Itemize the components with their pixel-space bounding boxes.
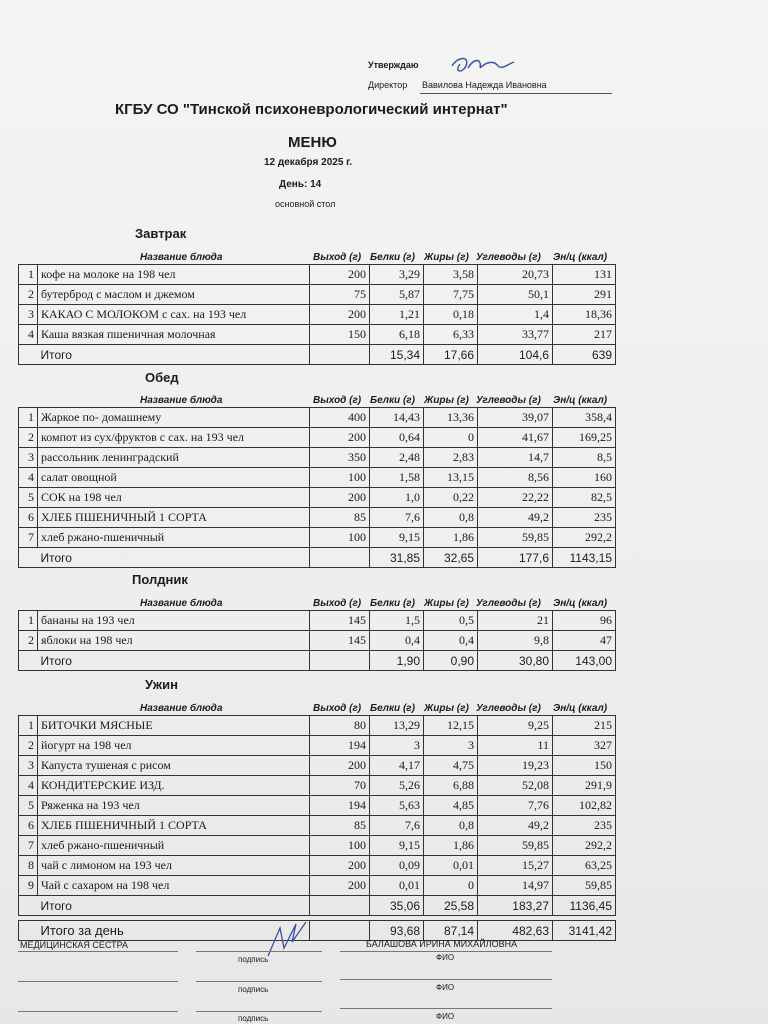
table-row — [19, 756, 616, 776]
protein-value: 5,26 — [370, 776, 424, 796]
menu-day: День: 14 — [279, 179, 322, 190]
col-header-protein: Белки (г) — [370, 252, 415, 263]
dish-name: КАКАО С МОЛОКОМ с сах. на 193 чел — [38, 305, 310, 325]
output-value: 400 — [310, 408, 370, 428]
energy-value: 235 — [553, 508, 616, 528]
output-value: 75 — [310, 285, 370, 305]
dish-name: СОК на 198 чел — [38, 488, 310, 508]
dish-name: хлеб ржано-пшеничный — [38, 836, 310, 856]
total-energy: 1136,45 — [553, 896, 616, 916]
table-row — [19, 856, 616, 876]
energy-value: 8,5 — [553, 448, 616, 468]
fat-value: 6,88 — [424, 776, 478, 796]
total-fat: 25,58 — [424, 896, 478, 916]
protein-value: 14,43 — [370, 408, 424, 428]
row-number: 4 — [19, 776, 38, 796]
dish-name: Каша вязкая пшеничная молочная — [38, 325, 310, 345]
col-header-fat: Жиры (г) — [424, 703, 469, 714]
protein-value: 1,0 — [370, 488, 424, 508]
energy-value: 82,5 — [553, 488, 616, 508]
output-value: 70 — [310, 776, 370, 796]
carbs-value: 9,8 — [478, 631, 553, 651]
col-header-carbs: Углеводы (г) — [476, 703, 541, 714]
carbs-value: 39,07 — [478, 408, 553, 428]
total-protein: 1,90 — [370, 651, 424, 671]
approve-label: Утверждаю — [368, 60, 419, 70]
protein-value: 5,87 — [370, 285, 424, 305]
table-row — [19, 508, 616, 528]
table-row — [19, 285, 616, 305]
carbs-value: 22,22 — [478, 488, 553, 508]
lunch-table — [18, 407, 616, 568]
dish-name: чай с лимоном на 193 чел — [38, 856, 310, 876]
dish-name: КОНДИТЕРСКИЕ ИЗД. — [38, 776, 310, 796]
carbs-value: 33,77 — [478, 325, 553, 345]
total-protein: 31,85 — [370, 548, 424, 568]
table-row — [19, 325, 616, 345]
total-carbs: 183,27 — [478, 896, 553, 916]
energy-value: 102,82 — [553, 796, 616, 816]
energy-value: 96 — [553, 611, 616, 631]
output-value: 200 — [310, 488, 370, 508]
row-number: 6 — [19, 816, 38, 836]
output-value: 200 — [310, 305, 370, 325]
sign-label: подпись — [238, 1014, 269, 1023]
col-header-name: Название блюда — [140, 703, 223, 714]
director-signature — [446, 52, 518, 78]
energy-value: 169,25 — [553, 428, 616, 448]
output-value: 200 — [310, 265, 370, 285]
total-carbs: 177,6 — [478, 548, 553, 568]
carbs-value: 49,2 — [478, 816, 553, 836]
carbs-value: 49,2 — [478, 508, 553, 528]
protein-value: 4,17 — [370, 756, 424, 776]
fat-value: 4,75 — [424, 756, 478, 776]
dish-name: Капуста тушеная с рисом — [38, 756, 310, 776]
total-energy: 1143,15 — [553, 548, 616, 568]
total-row — [19, 548, 616, 568]
row-number: 2 — [19, 428, 38, 448]
fat-value: 0,01 — [424, 856, 478, 876]
protein-value: 13,29 — [370, 716, 424, 736]
nurse-signature — [262, 918, 310, 960]
sign-label: подпись — [238, 955, 269, 964]
carbs-value: 8,56 — [478, 468, 553, 488]
day-total-energy: 3141,42 — [553, 921, 616, 941]
col-header-energy: Эн/ц (ккал) — [553, 395, 608, 406]
fat-value: 3,58 — [424, 265, 478, 285]
output-value: 85 — [310, 508, 370, 528]
table-row — [19, 488, 616, 508]
fat-value: 13,36 — [424, 408, 478, 428]
col-header-output: Выход (г) — [313, 395, 362, 406]
col-header-name: Название блюда — [140, 252, 223, 263]
table-row — [19, 611, 616, 631]
fat-value: 0,22 — [424, 488, 478, 508]
col-header-energy: Эн/ц (ккал) — [553, 703, 608, 714]
energy-value: 59,85 — [553, 876, 616, 896]
total-label: Итого — [38, 345, 310, 365]
col-header-name: Название блюда — [140, 395, 223, 406]
col-header-output: Выход (г) — [313, 703, 362, 714]
table-row — [19, 528, 616, 548]
fat-value: 0,8 — [424, 508, 478, 528]
dish-name: ХЛЕБ ПШЕНИЧНЫЙ 1 СОРТА — [38, 816, 310, 836]
col-header-fat: Жиры (г) — [424, 395, 469, 406]
output-value: 100 — [310, 528, 370, 548]
dish-name: Жаркое по- домашнему — [38, 408, 310, 428]
sign-label: подпись — [238, 985, 269, 994]
dish-name: бананы на 193 чел — [38, 611, 310, 631]
table-row — [19, 816, 616, 836]
total-fat: 32,65 — [424, 548, 478, 568]
energy-value: 291,9 — [553, 776, 616, 796]
carbs-value: 19,23 — [478, 756, 553, 776]
col-header-energy: Эн/ц (ккал) — [553, 598, 608, 609]
output-value: 100 — [310, 836, 370, 856]
col-header-fat: Жиры (г) — [424, 598, 469, 609]
fat-value: 0,5 — [424, 611, 478, 631]
carbs-value: 9,25 — [478, 716, 553, 736]
signature-name-1: БАЛАШОВА ИРИНА МИХАЙЛОВНА — [366, 939, 518, 949]
day-total-carbs: 482,63 — [478, 921, 553, 941]
total-carbs: 104,6 — [478, 345, 553, 365]
fat-value: 0,8 — [424, 816, 478, 836]
fat-value: 0,4 — [424, 631, 478, 651]
row-number: 7 — [19, 836, 38, 856]
dish-name: яблоки на 198 чел — [38, 631, 310, 651]
dish-name: Ряженка на 193 чел — [38, 796, 310, 816]
row-number: 9 — [19, 876, 38, 896]
carbs-value: 15,27 — [478, 856, 553, 876]
dish-name: салат овощной — [38, 468, 310, 488]
output-value: 194 — [310, 796, 370, 816]
table-row — [19, 408, 616, 428]
table-row — [19, 776, 616, 796]
row-number: 2 — [19, 631, 38, 651]
dish-name: Чай с сахаром на 198 чел — [38, 876, 310, 896]
dish-name: йогурт на 198 чел — [38, 736, 310, 756]
output-value: 200 — [310, 856, 370, 876]
fat-value: 0,18 — [424, 305, 478, 325]
output-value: 200 — [310, 876, 370, 896]
protein-value: 9,15 — [370, 528, 424, 548]
total-fat: 0,90 — [424, 651, 478, 671]
total-row — [19, 651, 616, 671]
protein-value: 1,58 — [370, 468, 424, 488]
carbs-value: 59,85 — [478, 528, 553, 548]
output-value: 80 — [310, 716, 370, 736]
output-value: 200 — [310, 756, 370, 776]
row-number: 1 — [19, 265, 38, 285]
total-label: Итого — [38, 548, 310, 568]
carbs-value: 20,73 — [478, 265, 553, 285]
energy-value: 63,25 — [553, 856, 616, 876]
table-row — [19, 716, 616, 736]
director-underline — [420, 93, 612, 94]
dish-name: кофе на молоке на 198 чел — [38, 265, 310, 285]
dish-name: рассольник ленинградский — [38, 448, 310, 468]
total-row — [19, 896, 616, 916]
org-title: КГБУ СО "Тинской психоневрологический интернат" — [115, 101, 508, 118]
table-row — [19, 448, 616, 468]
menu-title: МЕНЮ — [288, 134, 337, 151]
carbs-value: 1,4 — [478, 305, 553, 325]
table-row — [19, 631, 616, 651]
col-header-protein: Белки (г) — [370, 395, 415, 406]
section-title-snack: Полдник — [132, 572, 188, 587]
row-number: 1 — [19, 611, 38, 631]
menu-date: 12 декабря 2025 г. — [264, 157, 353, 168]
total-fat: 17,66 — [424, 345, 478, 365]
protein-value: 0,01 — [370, 876, 424, 896]
carbs-value: 11 — [478, 736, 553, 756]
energy-value: 131 — [553, 265, 616, 285]
total-row — [19, 345, 616, 365]
fat-value: 12,15 — [424, 716, 478, 736]
energy-value: 217 — [553, 325, 616, 345]
protein-value: 0,64 — [370, 428, 424, 448]
table-row — [19, 736, 616, 756]
row-number: 5 — [19, 796, 38, 816]
protein-value: 3,29 — [370, 265, 424, 285]
protein-value: 5,63 — [370, 796, 424, 816]
energy-value: 291 — [553, 285, 616, 305]
row-number: 5 — [19, 488, 38, 508]
row-number: 3 — [19, 305, 38, 325]
table-row — [19, 876, 616, 896]
day-total-fat: 87,14 — [424, 921, 478, 941]
col-header-carbs: Углеводы (г) — [476, 252, 541, 263]
energy-value: 47 — [553, 631, 616, 651]
dish-name: БИТОЧКИ МЯСНЫЕ — [38, 716, 310, 736]
protein-value: 2,48 — [370, 448, 424, 468]
energy-value: 292,2 — [553, 836, 616, 856]
protein-value: 1,21 — [370, 305, 424, 325]
row-number: 8 — [19, 856, 38, 876]
energy-value: 235 — [553, 816, 616, 836]
carbs-value: 14,7 — [478, 448, 553, 468]
carbs-value: 21 — [478, 611, 553, 631]
fio-label: ФИО — [436, 953, 455, 962]
col-header-output: Выход (г) — [313, 598, 362, 609]
protein-value: 7,6 — [370, 508, 424, 528]
day-total-protein: 93,68 — [370, 921, 424, 941]
table-row — [19, 468, 616, 488]
table-type: основной стол — [275, 199, 336, 209]
energy-value: 358,4 — [553, 408, 616, 428]
section-title-lunch: Обед — [145, 370, 179, 385]
fat-value: 1,86 — [424, 836, 478, 856]
table-row — [19, 428, 616, 448]
dish-name: компот из сух/фруктов с сах. на 193 чел — [38, 428, 310, 448]
fat-value: 3 — [424, 736, 478, 756]
protein-value: 3 — [370, 736, 424, 756]
table-row — [19, 305, 616, 325]
energy-value: 292,2 — [553, 528, 616, 548]
output-value: 194 — [310, 736, 370, 756]
protein-value: 6,18 — [370, 325, 424, 345]
fio-label: ФИО — [436, 983, 455, 992]
table-row — [19, 796, 616, 816]
col-header-carbs: Углеводы (г) — [476, 598, 541, 609]
carbs-value: 41,67 — [478, 428, 553, 448]
col-header-protein: Белки (г) — [370, 703, 415, 714]
total-label: Итого — [38, 651, 310, 671]
carbs-value: 14,97 — [478, 876, 553, 896]
output-value: 145 — [310, 611, 370, 631]
total-label: Итого — [38, 896, 310, 916]
output-value: 100 — [310, 468, 370, 488]
dish-name: бутерброд с маслом и джемом — [38, 285, 310, 305]
protein-value: 0,09 — [370, 856, 424, 876]
section-title-breakfast: Завтрак — [135, 226, 187, 241]
col-header-fat: Жиры (г) — [424, 252, 469, 263]
row-number: 4 — [19, 325, 38, 345]
energy-value: 215 — [553, 716, 616, 736]
dinner-table — [18, 715, 616, 916]
row-number: 1 — [19, 716, 38, 736]
director-name: Вавилова Надежда Ивановна — [422, 80, 547, 90]
protein-value: 9,15 — [370, 836, 424, 856]
carbs-value: 59,85 — [478, 836, 553, 856]
energy-value: 327 — [553, 736, 616, 756]
output-value: 145 — [310, 631, 370, 651]
energy-value: 18,36 — [553, 305, 616, 325]
output-value: 200 — [310, 428, 370, 448]
director-label: Директор — [368, 80, 408, 90]
day-total-label: Итого за день — [38, 921, 310, 941]
fat-value: 2,83 — [424, 448, 478, 468]
fio-label: ФИО — [436, 1012, 455, 1021]
fat-value: 1,86 — [424, 528, 478, 548]
fat-value: 0 — [424, 428, 478, 448]
carbs-value: 52,08 — [478, 776, 553, 796]
signature-role-1: МЕДИЦИНСКАЯ СЕСТРА — [20, 940, 129, 950]
protein-value: 7,6 — [370, 816, 424, 836]
row-number: 4 — [19, 468, 38, 488]
row-number: 1 — [19, 408, 38, 428]
row-number: 2 — [19, 736, 38, 756]
fat-value: 4,85 — [424, 796, 478, 816]
row-number: 3 — [19, 448, 38, 468]
output-value: 150 — [310, 325, 370, 345]
total-energy: 639 — [553, 345, 616, 365]
col-header-protein: Белки (г) — [370, 598, 415, 609]
col-header-output: Выход (г) — [313, 252, 362, 263]
snack-table — [18, 610, 616, 671]
col-header-carbs: Углеводы (г) — [476, 395, 541, 406]
col-header-energy: Эн/ц (ккал) — [553, 252, 608, 263]
carbs-value: 50,1 — [478, 285, 553, 305]
fat-value: 0 — [424, 876, 478, 896]
energy-value: 150 — [553, 756, 616, 776]
col-header-name: Название блюда — [140, 598, 223, 609]
dish-name: хлеб ржано-пшеничный — [38, 528, 310, 548]
row-number: 2 — [19, 285, 38, 305]
fat-value: 13,15 — [424, 468, 478, 488]
row-number: 3 — [19, 756, 38, 776]
day-total-table — [18, 920, 616, 941]
total-protein: 15,34 — [370, 345, 424, 365]
output-value: 85 — [310, 816, 370, 836]
section-title-dinner: Ужин — [145, 677, 178, 692]
row-number: 6 — [19, 508, 38, 528]
protein-value: 0,4 — [370, 631, 424, 651]
protein-value: 1,5 — [370, 611, 424, 631]
carbs-value: 7,76 — [478, 796, 553, 816]
fat-value: 6,33 — [424, 325, 478, 345]
table-row — [19, 265, 616, 285]
total-protein: 35,06 — [370, 896, 424, 916]
row-number: 7 — [19, 528, 38, 548]
fat-value: 7,75 — [424, 285, 478, 305]
energy-value: 160 — [553, 468, 616, 488]
breakfast-table — [18, 264, 616, 365]
table-row — [19, 836, 616, 856]
output-value: 350 — [310, 448, 370, 468]
total-carbs: 30,80 — [478, 651, 553, 671]
total-energy: 143,00 — [553, 651, 616, 671]
dish-name: ХЛЕБ ПШЕНИЧНЫЙ 1 СОРТА — [38, 508, 310, 528]
